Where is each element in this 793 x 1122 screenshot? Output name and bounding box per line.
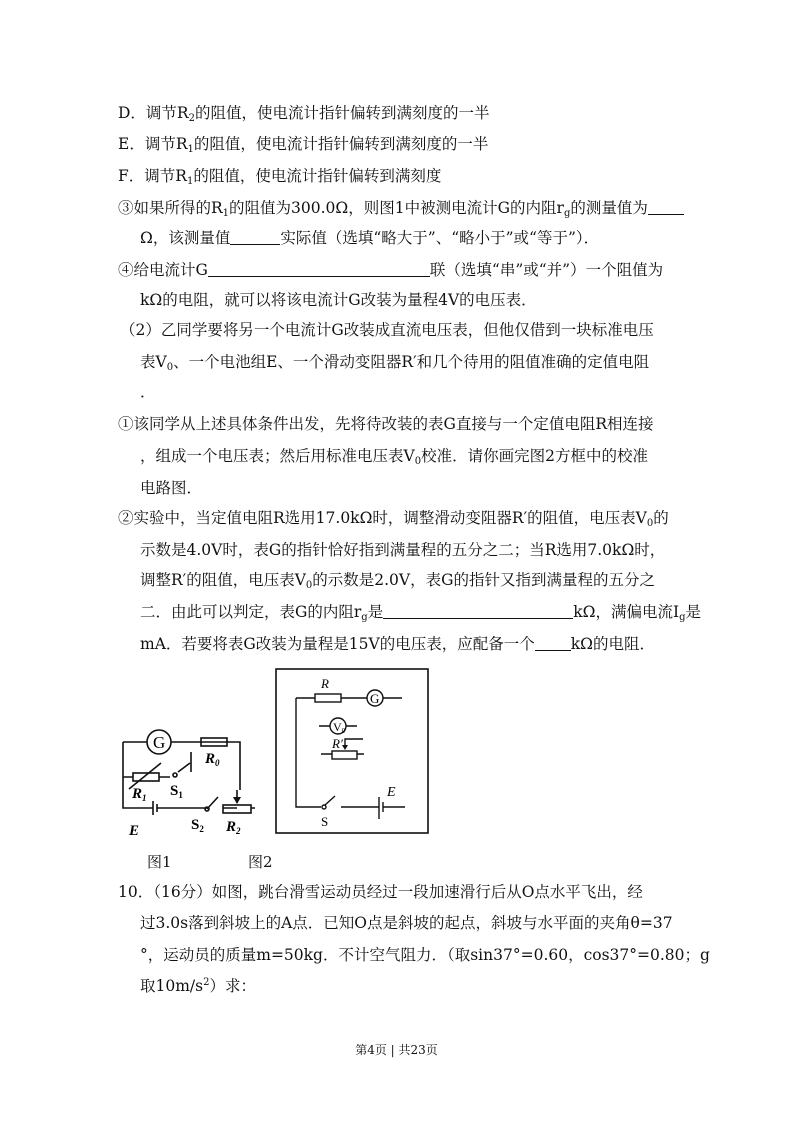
text-segment: 取10m/s (140, 977, 204, 995)
text-segment: 实际值（选填“略大于”、“略小于”或“等于”）． (280, 229, 600, 247)
text-line (118, 166, 441, 186)
circuit-figure-2 (275, 668, 430, 835)
superscript: 2 (203, 977, 210, 988)
text-segment: 10．（16分）如图，跳台滑雪运动员经过一段加速滑行后从O点水平飞出，经 (118, 883, 643, 901)
answer-blank[interactable] (535, 634, 571, 651)
answer-blank[interactable] (648, 198, 684, 215)
text-line (140, 382, 156, 402)
subscript: 0 (166, 362, 174, 373)
text-line (140, 228, 599, 248)
text-line (140, 352, 649, 372)
text-segment: kΩ的电阻，就可以将该电流计G改装为量程4V的电压表． (140, 291, 537, 309)
text-line (140, 540, 665, 560)
subscript: 1 (186, 176, 194, 187)
subscript: g (679, 612, 686, 623)
text-segment: 的示数是2.0V，表G的指针又指到满量程的五分之 (312, 571, 655, 589)
text-segment: 的阻值为300.0Ω，则图1中被测电流计G的内阻r (229, 199, 564, 217)
text-segment: 是 (367, 603, 384, 621)
text-segment: kΩ的电阻． (570, 635, 655, 653)
r2-label: $R_2$ (226, 819, 241, 836)
answer-blank[interactable] (230, 228, 280, 245)
text-line (140, 290, 537, 310)
text-segment: F．调节R (118, 167, 187, 185)
text-segment: 二．由此可以判定，表G的内阻r (140, 603, 362, 621)
text-line (140, 634, 655, 654)
subscript: 1 (187, 144, 194, 155)
text-line (140, 570, 655, 590)
text-segment: 的测量值为 (570, 199, 648, 217)
text-line (140, 478, 202, 498)
text-line (118, 508, 669, 528)
text-segment: °，运动员的质量m=50kg．不计空气阻力．（取sin37°=0.60，cos37°=0.80；g (140, 946, 710, 964)
subscript: g (563, 208, 571, 219)
e-label: E (129, 823, 140, 839)
text-segment: 联（选填“串”或“并”）一个阻值为 (429, 261, 664, 279)
text-line (118, 134, 488, 154)
text-line (118, 414, 654, 434)
text-segment: Ω，该测量值 (140, 229, 231, 247)
text-segment: ④给电流计G (118, 261, 208, 279)
text-segment: ①该同学从上述具体条件出发，先将待改装的表G直接与一个定值电阻R相连接 (118, 415, 654, 433)
text-segment: kΩ，满偏电流I (573, 603, 680, 621)
page-footer: 第4页 | 共23页 (355, 1043, 438, 1057)
battery-label: E (387, 785, 396, 800)
text-segment: ③如果所得的R (118, 199, 223, 217)
galvanometer-label: G (153, 733, 166, 752)
r1-label: $R_1$ (132, 786, 147, 803)
galvanometer-label: G (370, 691, 380, 706)
circuit-figure-1 (115, 725, 255, 840)
text-line (118, 103, 490, 123)
answer-blank[interactable] (383, 602, 573, 619)
switch-label: S (321, 814, 329, 829)
r-prime-label: R′ (332, 736, 343, 751)
s1-label: $S_1$ (170, 783, 183, 800)
text-segment: 是 (685, 603, 702, 621)
subscript: 1 (222, 208, 230, 219)
text-line (140, 446, 648, 466)
text-segment: ）求： (209, 977, 256, 995)
text-segment: 的阻值，使电流计指针偏转到满刻度 (193, 167, 442, 185)
text-segment: 过3.0s落到斜坡上的A点．已知O点是斜坡的起点，斜坡与水平面的夹角θ=37 (140, 914, 673, 932)
text-segment: mA．若要将表G改装为量程是15V的电压表，应配备一个 (140, 635, 535, 653)
subscript: g (361, 612, 368, 623)
text-segment: 调整R′的阻值，电压表V (140, 571, 306, 589)
answer-blank[interactable] (208, 260, 430, 277)
text-line (140, 913, 673, 933)
text-segment: D．调节R (118, 104, 189, 122)
text-line (118, 198, 684, 218)
text-segment: 的阻值，使电流计指针偏转到满刻度的一半 (194, 104, 490, 122)
text-segment: 校准．请你画完图2方框中的校准 (421, 447, 648, 465)
text-line (140, 976, 256, 996)
text-segment: 、一个电池组E、一个滑动变阻器R′和几个待用的阻值准确的定值电阻 (173, 353, 650, 371)
r0-label: $R_0$ (205, 751, 220, 768)
voltmeter-label: V0 (333, 720, 346, 735)
text-segment: 示数是4.0V时，表G的指针恰好指到满量程的五分之二；当R选用7.0kΩ时， (140, 541, 666, 559)
subscript: 2 (188, 113, 195, 124)
text-segment: （2）乙同学要将另一个电流计G改装成直流电压表，但他仅借到一块标准电压 (120, 321, 654, 339)
text-segment: 表V (140, 353, 167, 371)
text-line (120, 320, 654, 340)
text-line (118, 882, 643, 902)
text-segment: 电路图． (140, 479, 203, 497)
text-segment: 的 (653, 509, 669, 527)
subscript: 0 (414, 456, 422, 467)
figure-1-caption: 图1 (147, 853, 172, 871)
figure-2-caption: 图2 (248, 853, 273, 871)
text-segment: ，组成一个电压表；然后用标准电压表V (140, 447, 415, 465)
text-line (140, 602, 701, 622)
s2-label: $S_2$ (191, 817, 204, 834)
text-segment: E．调节R (118, 135, 188, 153)
subscript: 0 (646, 518, 654, 529)
subscript: 0 (305, 580, 313, 591)
text-segment: 的阻值，使电流计指针偏转到满刻度的一半 (193, 135, 489, 153)
text-segment: ． (140, 383, 156, 401)
r-label: R (321, 676, 329, 691)
text-line (118, 260, 663, 280)
text-line (140, 945, 710, 965)
text-segment: ②实验中，当定值电阻R选用17.0kΩ时，调整滑动变阻器R′的阻值，电压表V (118, 509, 647, 527)
